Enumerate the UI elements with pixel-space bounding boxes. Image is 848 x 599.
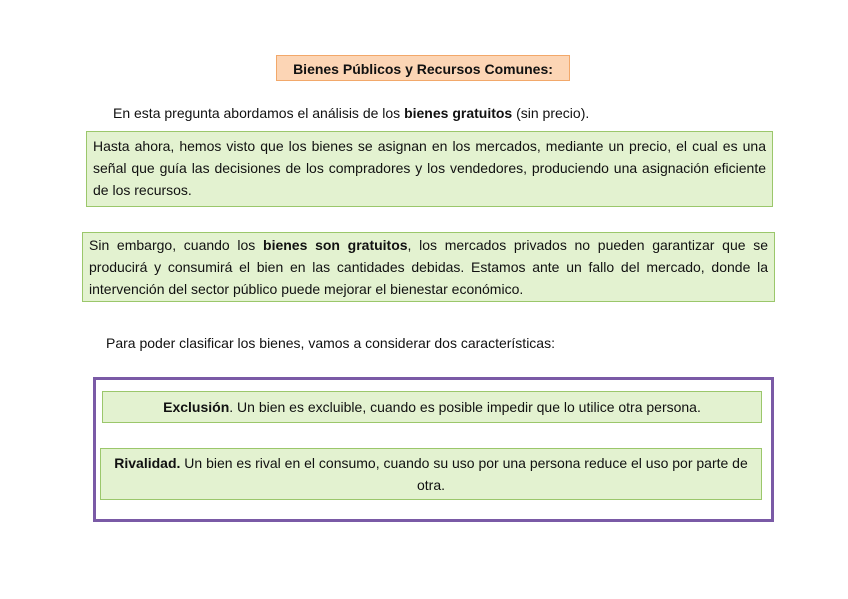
page-title: Bienes Públicos y Recursos Comunes:: [276, 55, 570, 81]
free-goods-box: [82, 232, 775, 302]
free-goods-bold-term: bienes son gratuitos: [263, 237, 408, 253]
rivalry-box: [100, 448, 762, 500]
free-goods-text-before: Sin embargo, cuando los: [89, 237, 264, 253]
market-allocation-box: [86, 131, 773, 207]
exclusion-term: Exclusión: [163, 399, 230, 415]
characteristics-intro: Para poder clasificar los bienes, vamos a considerar dos características:: [106, 335, 555, 351]
intro-text-before: En esta pregunta abordamos el análisis de los: [113, 105, 405, 121]
intro-text-after: (sin precio).: [512, 105, 590, 121]
intro-bold-term: bienes gratuitos: [404, 105, 513, 121]
exclusion-box: [102, 391, 762, 423]
rivalry-term: Rivalidad.: [114, 455, 181, 471]
free-goods-text-after: , los mercados privados no pueden garantizar que se producirá y consumirá el bien en las cantidades debidas. Estamos ante un fallo del mercado, donde la intervención del sector público puede mejorar el bienestar económico.: [89, 237, 768, 297]
market-allocation-text: Hasta ahora, hemos visto que los bienes se asignan en los mercados, mediante un precio, el cual es una señal que guía las decisiones de los compradores y los vendedores, produciendo una asignación eficiente de los recursos.: [93, 138, 766, 198]
rivalry-text: Un bien es rival en el consumo, cuando su uso por una persona reduce el uso por parte de otra.: [180, 455, 748, 493]
exclusion-text: . Un bien es excluible, cuando es posible impedir que lo utilice otra persona.: [229, 399, 701, 415]
intro-paragraph: [113, 103, 589, 123]
